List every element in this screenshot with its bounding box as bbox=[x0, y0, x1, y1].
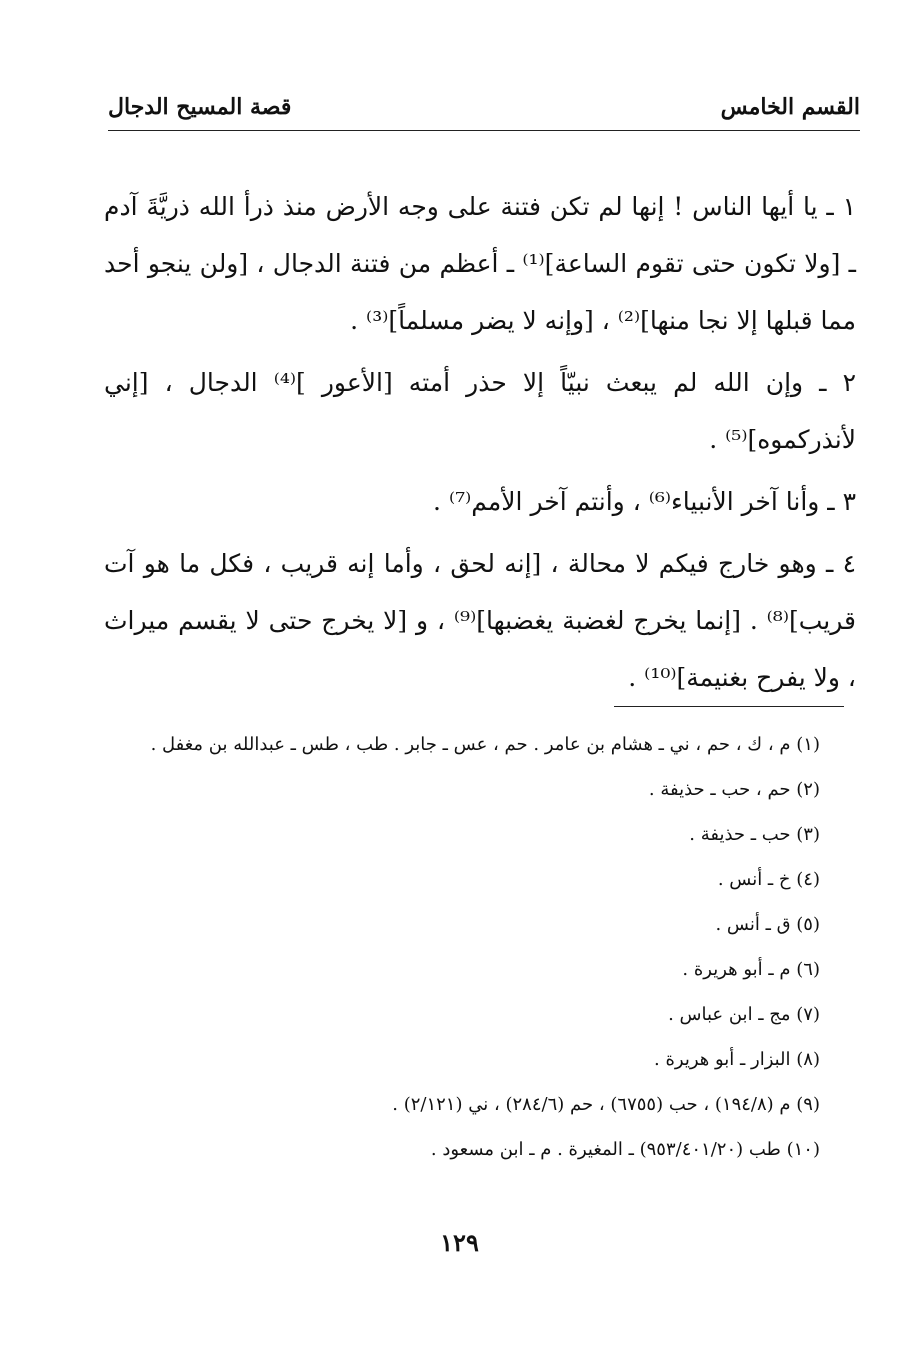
footnote-3: (٣) حب ـ حذيفة . bbox=[689, 824, 820, 845]
paragraph-2: ٢ ـ وإن الله لم يبعث نبيّاً إلا حذر أمته [الأعور ]⁽⁴⁾ الدجال ، [إني لأنذركموه]⁽⁵⁾ . bbox=[104, 368, 857, 454]
footnote-5: (٥) ق ـ أنس . bbox=[715, 914, 820, 935]
footnote-9: (٩) م (١٩٤/٨) ، حب (٦٧٥٥) ، حم (٢٨٤/٦) ، ني (٢/١٢١) . bbox=[392, 1094, 820, 1115]
main-text bbox=[104, 178, 856, 711]
footnote-6: (٦) م ـ أبو هريرة . bbox=[682, 959, 820, 980]
footnote-2: (٢) حم ، حب ـ حذيفة . bbox=[648, 779, 820, 800]
paragraph-4: ٤ ـ وهو خارج فيكم لا محالة ، [إنه لحق ، وأما إنه قريب ، فكل ما هو آت قريب]⁽⁸⁾ . [إنما يخرج لغضبة يغضبها]⁽⁹⁾ ، و [لا يخرج حتى لا يقسم ميراث ، ولا يفرح بغنيمة]⁽¹⁰⁾ . bbox=[104, 549, 856, 692]
page-number: ١٢٩ bbox=[440, 1228, 479, 1257]
footnote-7: (٧) مج ـ ابن عباس . bbox=[668, 1004, 820, 1025]
footnotes bbox=[108, 722, 820, 1172]
footnote-10: (١٠) طب (٩٥٣/٤٠١/٢٠) ـ المغيرة . م ـ ابن مسعود . bbox=[430, 1139, 820, 1160]
paragraph-1: ١ ـ يا أيها الناس ! إنها لم تكن فتنة على وجه الأرض منذ ذرأ الله ذريَّةَ آدم ـ [ولا تكون حتى تقوم الساعة]⁽¹⁾ ـ أعظم من فتنة الدجال ، [ولن ينجو أحد مما قبلها إلا نجا منها]⁽²⁾ ، [وإنه لا يضر مسلماً]⁽³⁾ . bbox=[104, 192, 856, 335]
chapter-title: قصة المسيح الدجال bbox=[108, 94, 292, 120]
section-title: القسم الخامس bbox=[720, 94, 860, 120]
footnote-1: (١) م ، ك ، حم ، ني ـ هشام بن عامر . حم ، عس ـ جابر . طب ، طس ـ عبدالله بن مغفل . bbox=[150, 734, 820, 755]
footnote-4: (٤) خ ـ أنس . bbox=[717, 869, 820, 890]
footnote-8: (٨) البزار ـ أبو هريرة . bbox=[654, 1049, 820, 1070]
running-header bbox=[108, 90, 860, 131]
footnote-divider bbox=[614, 706, 844, 707]
paragraph-3: ٣ ـ وأنا آخر الأنبياء⁽⁶⁾ ، وأنتم آخر الأمم⁽⁷⁾ . bbox=[433, 487, 856, 516]
